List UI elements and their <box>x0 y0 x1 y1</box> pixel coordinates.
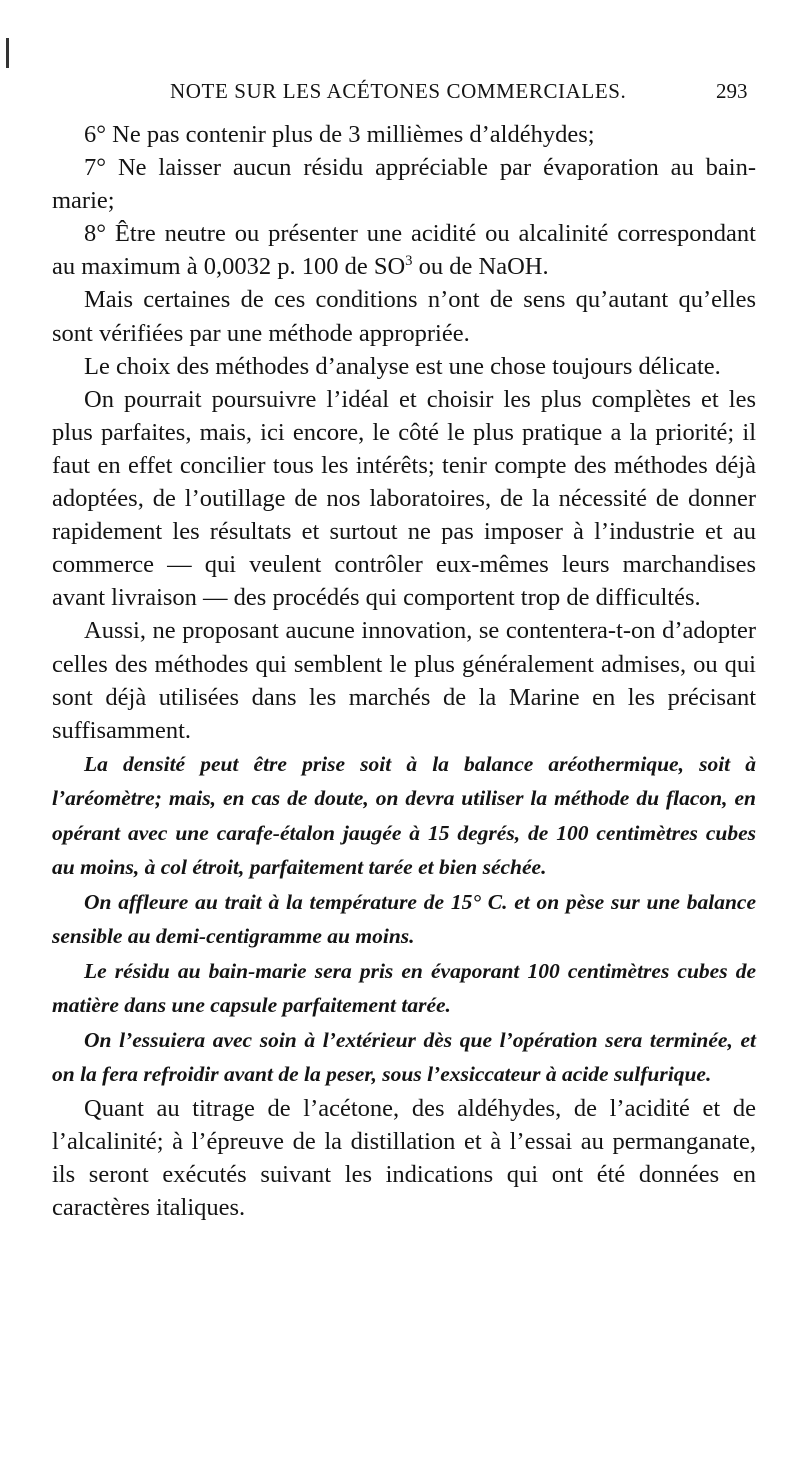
body-text <box>52 118 756 1224</box>
paragraph-density-method: La densité peut être prise soit à la balance aréothermique, soit à l’aréomètre; mais, en cas de doute, on devra utiliser la méthode du flacon, en opérant avec une carafe-étalon jaugée à 15 degrés, de 100 centimètres cubes au moins, à col étroit, parfaitement tarée et bien séchée. <box>52 751 756 880</box>
paragraph-condition-7: 7° Ne laisser aucun résidu appréciable par évaporation au bain-marie; <box>52 154 756 215</box>
paragraph-residue: Le résidu au bain-marie sera pris en évaporant 100 centimètres cubes de matière dans une capsule parfaitement tarée. <box>52 958 756 1018</box>
paragraph-conditions-meaning: Mais certaines de ces conditions n’ont de sens qu’autant qu’elles sont vérifiées par une méthode appropriée. <box>52 286 756 347</box>
page-edge-mark <box>6 38 9 68</box>
paragraph-adopted-methods: Aussi, ne proposant aucune innovation, se contentera-t-on d’adopter celles des méthodes qui semblent le plus généralement admises, ou qui sont déjà utilisées dans les marchés de la Marine en les précisant suffisamment. <box>52 617 756 744</box>
paragraph-weighing: On affleure au trait à la température de 15° C. et on pèse sur une balance sensible au demi-centigramme au moins. <box>52 889 756 949</box>
paragraph-titration: Quant au titrage de l’acétone, des aldéhydes, de l’acidité et de l’alcalinité; à l’épreuve de la distillation et à l’essai au permanganate, ils seront exécutés suivant les indications qui ont été données en caractères italiques. <box>52 1094 756 1222</box>
paragraph-ideal-methods: On pourrait poursuivre l’idéal et choisir les plus complètes et les plus parfaites, mais, ici encore, le côté le plus pratique a la priorité; il faut en effet concilier tous les intérêts; tenir compte des méthodes déjà adoptées, de l’outillage de nos laboratoires, de la nécessité de donner rapidement les résultats et surtout ne pas imposer à l’industrie et au commerce — qui veulent contrôler eux-mêmes leurs marchandises avant livraison — des procédés qui comportent trop de difficultés. <box>52 385 756 612</box>
paragraph-condition-8: 8° Être neutre ou présenter une acidité ou alcalinité correspondant au maximum à 0,0032 p. 100 de $SO^3$ ou de NaOH. <box>52 220 756 281</box>
paragraph-choice-of-methods: Le choix des méthodes d’analyse est une chose toujours délicate. <box>84 352 721 380</box>
paragraph-condition-6: 6° Ne pas contenir plus de 3 millièmes d’aldéhydes; <box>84 121 595 148</box>
running-title: NOTE SUR LES ACÉTONES COMMERCIALES. <box>170 79 627 103</box>
page-number: 293 <box>716 79 748 103</box>
paragraph-drying: On l’essuiera avec soin à l’extérieur dès que l’opération sera terminée, et on la fera refroidir avant de la peser, sous l’exsiccateur à acide sulfurique. <box>52 1027 756 1087</box>
running-header <box>0 76 800 106</box>
